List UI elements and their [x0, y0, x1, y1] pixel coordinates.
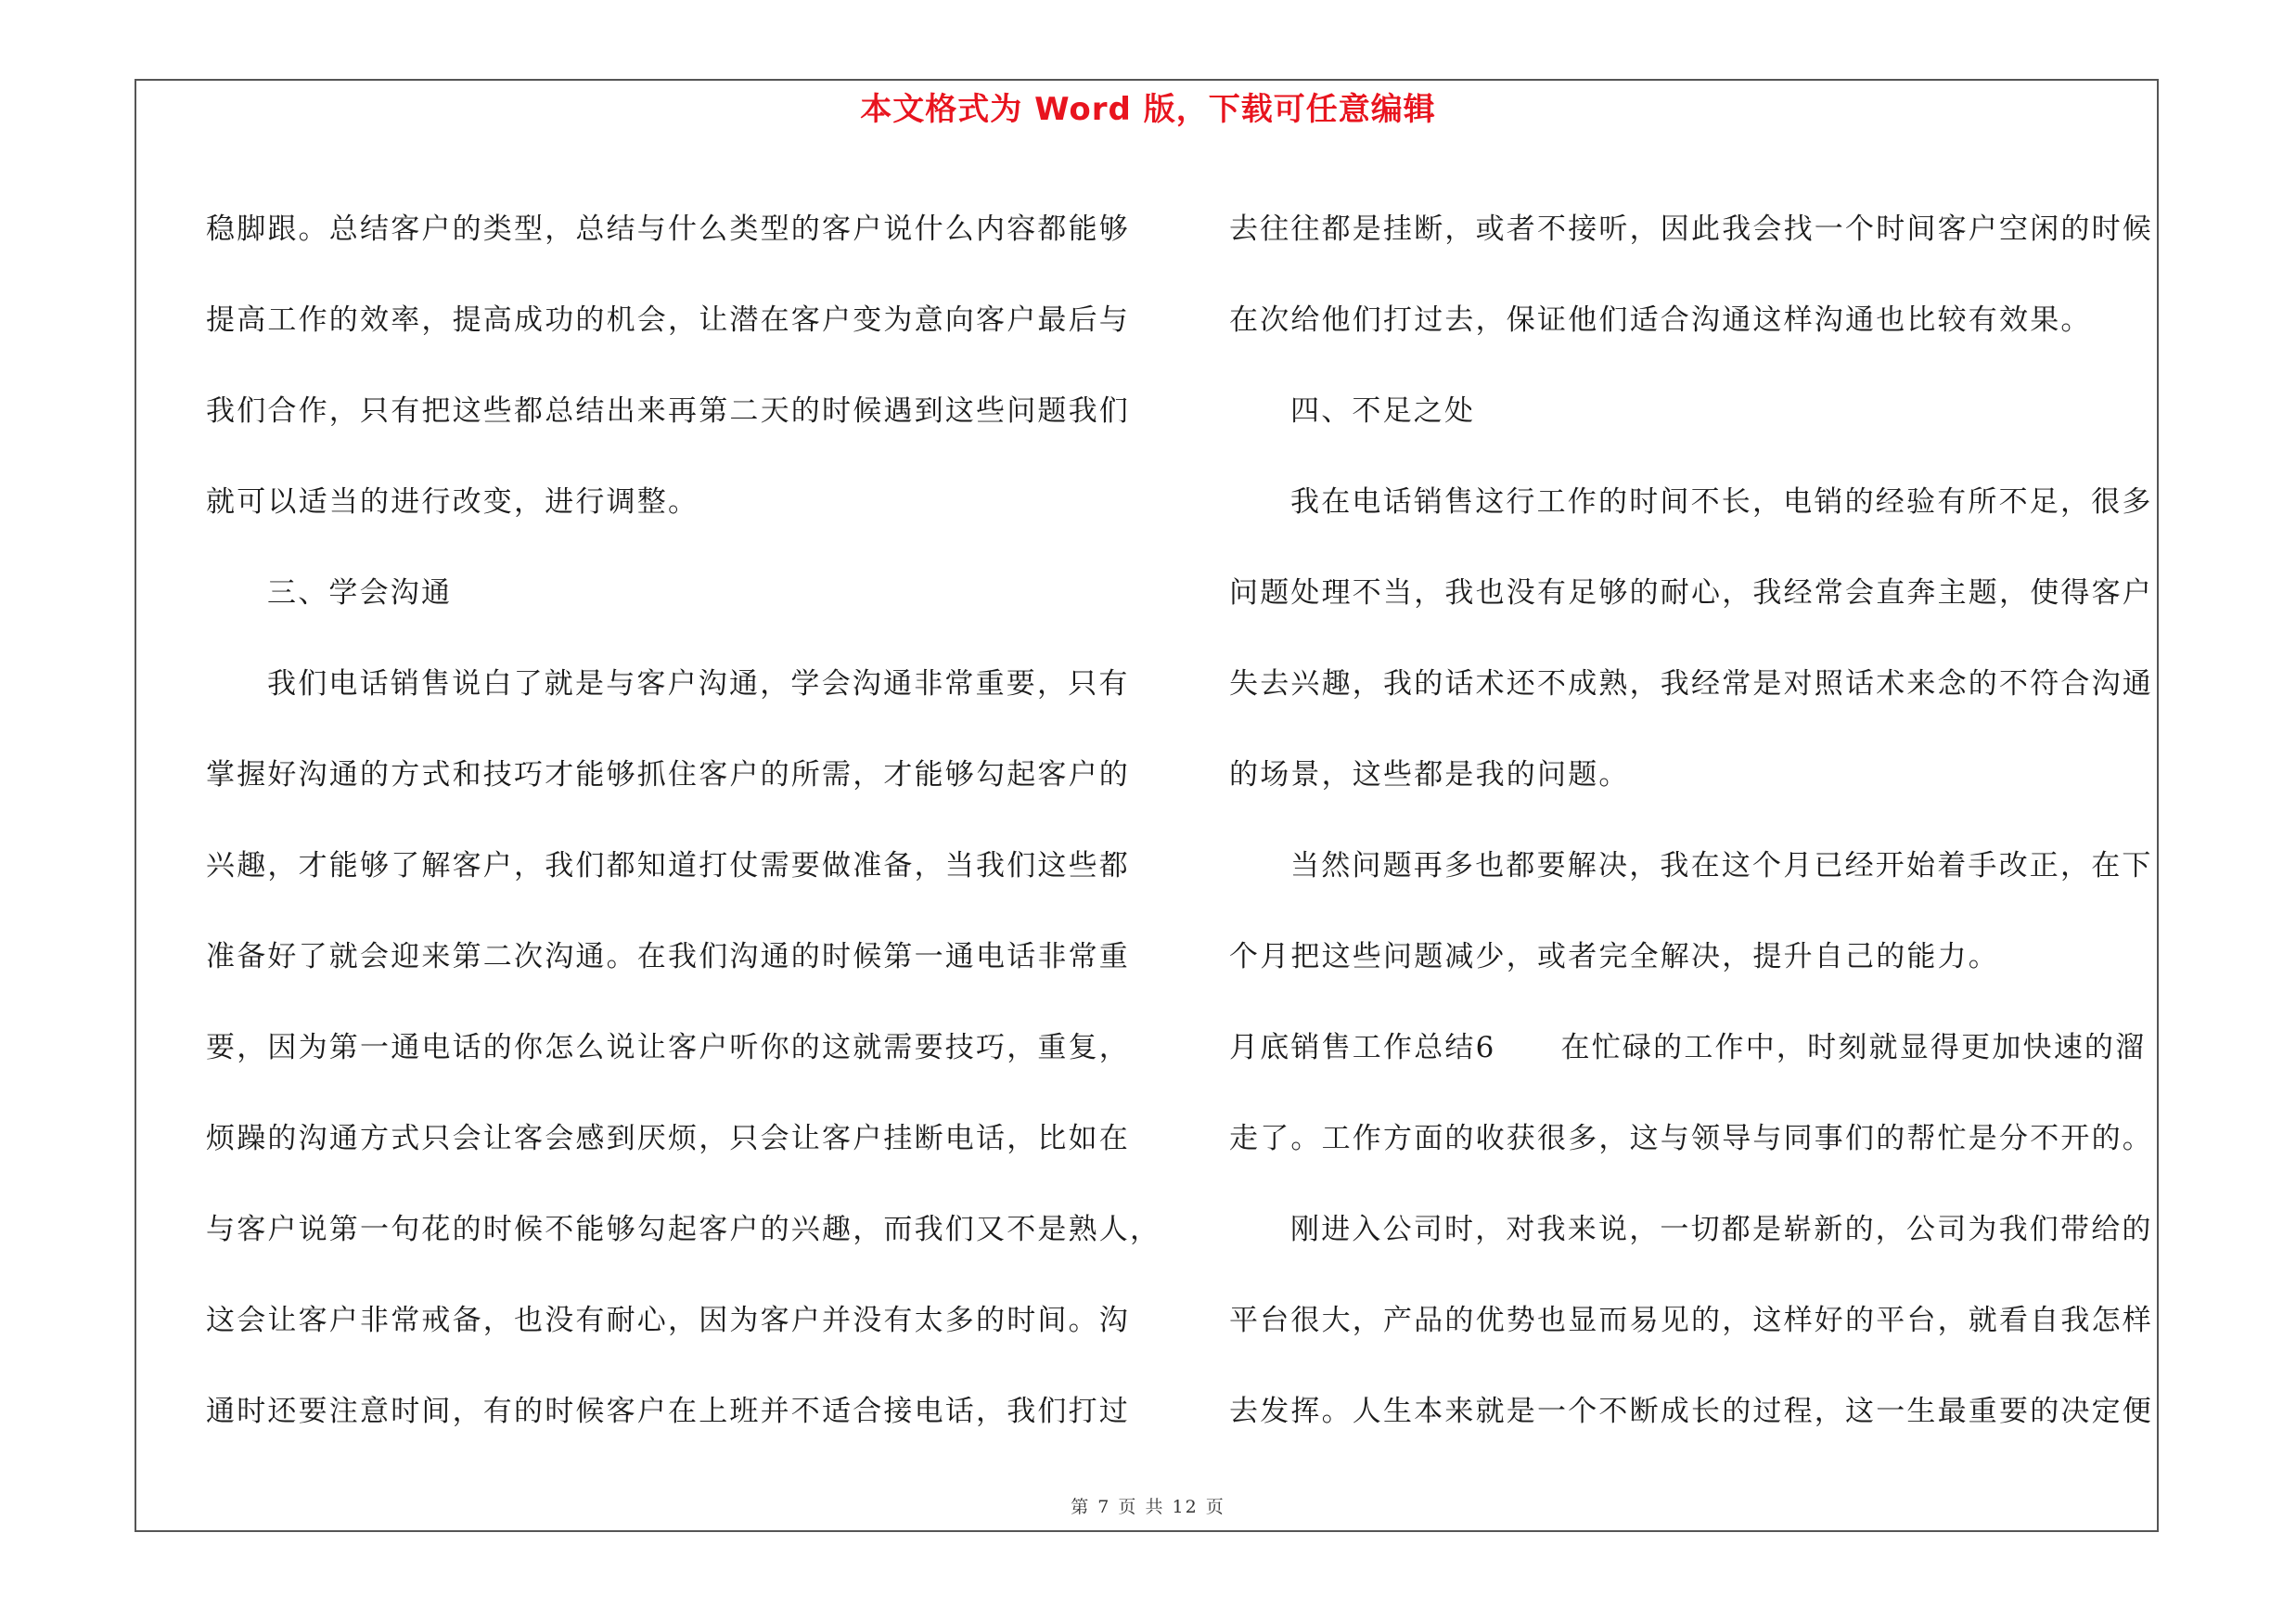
text-line: 要，因为第一通电话的你怎么说让客户听你的这就需要技巧，重复， [206, 1031, 1130, 1064]
text-line: 烦躁的沟通方式只会让客会感到厌烦，只会让客户挂断电话，比如在 [206, 1122, 1130, 1155]
text-line: 我们合作，只有把这些都总结出来再第二天的时候遇到这些问题我们 [206, 394, 1130, 428]
text-line: 平台很大，产品的优势也显而易见的，这样好的平台，就看自我怎样 [1229, 1304, 2153, 1337]
text-line: 去发挥。人生本来就是一个不断成长的过程，这一生最重要的决定便 [1229, 1395, 2153, 1428]
text-line: 个月把这些问题减少，或者完全解决，提升自己的能力。 [1229, 940, 1999, 973]
text-line: 失去兴趣，我的话术还不成熟，我经常是对照话术来念的不符合沟通 [1229, 667, 2153, 701]
section-heading: 四、不足之处 [1290, 394, 1476, 428]
editable-notice-banner: 本文格式为 Word 版，下载可任意编辑 [860, 91, 1436, 128]
text-line: 去往往都是挂断，或者不接听，因此我会找一个时间客户空闲的时候 [1229, 213, 2153, 246]
text-line: 与客户说第一句花的时候不能够勾起客户的兴趣，而我们又不是熟人， [206, 1213, 1161, 1246]
text-line: 问题处理不当，我也没有足够的耐心，我经常会直奔主题，使得客户 [1229, 576, 2153, 610]
text-line: 掌握好沟通的方式和技巧才能够抓住客户的所需，才能够勾起客户的 [206, 758, 1130, 792]
text-line: 在次给他们打过去，保证他们适合沟通这样沟通也比较有效果。 [1229, 303, 2092, 337]
text-line: 我在电话销售这行工作的时间不长，电销的经验有所不足，很多 [1290, 485, 2153, 519]
left-text-column [206, 184, 1161, 1457]
text-line: 走了。工作方面的收获很多，这与领导与同事们的帮忙是分不开的。 [1229, 1122, 2153, 1155]
summary-title: 月底销售工作总结6 [1229, 1031, 1496, 1064]
text-line: 稳脚跟。总结客户的类型，总结与什么类型的客户说什么内容都能够 [206, 213, 1130, 246]
text-line: 兴趣，才能够了解客户，我们都知道打仗需要做准备，当我们这些都 [206, 849, 1130, 882]
text-line: 这会让客户非常戒备，也没有耐心，因为客户并没有太多的时间。沟 [206, 1304, 1130, 1337]
text-line [1229, 1002, 2175, 1093]
text-line: 提高工作的效率，提高成功的机会，让潜在客户变为意向客户最后与 [206, 303, 1130, 337]
text-line-continuation: 在忙碌的工作中，时刻就显得更加快速的溜 [1560, 1031, 2147, 1064]
text-line: 就可以适当的进行改变，进行调整。 [206, 485, 699, 519]
text-line: 的场景，这些都是我的问题。 [1229, 758, 1630, 792]
right-text-column [1229, 184, 2175, 1457]
page-number-footer: 第 7 页 共 12 页 [1071, 1497, 1225, 1517]
text-line: 准备好了就会迎来第二次沟通。在我们沟通的时候第一通电话非常重 [206, 940, 1130, 973]
text-line: 当然问题再多也都要解决，我在这个月已经开始着手改正，在下 [1290, 849, 2153, 882]
section-heading: 三、学会沟通 [267, 576, 453, 610]
text-line: 通时还要注意时间，有的时候客户在上班并不适合接电话，我们打过 [206, 1395, 1130, 1428]
text-line: 刚进入公司时，对我来说，一切都是崭新的，公司为我们带给的 [1290, 1213, 2153, 1246]
text-line: 我们电话销售说白了就是与客户沟通，学会沟通非常重要，只有 [267, 667, 1130, 701]
